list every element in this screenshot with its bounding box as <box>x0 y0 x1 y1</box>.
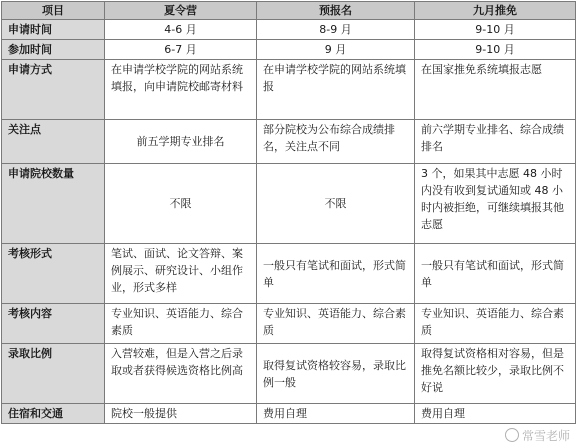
table-cell: 9-10 月 <box>415 20 576 40</box>
table-row <box>2 120 576 164</box>
watermark <box>505 427 570 444</box>
table-cell: 9 月 <box>257 40 415 60</box>
table-cell: 在申请学校学院的网站系统填报，向申请院校邮寄材料 <box>105 60 257 120</box>
header-summer-camp: 夏令营 <box>105 2 257 20</box>
row-label: 参加时间 <box>2 40 105 60</box>
header-september-recommendation: 九月推免 <box>415 2 576 20</box>
table-cell: 一般只有笔试和面试，形式简单 <box>257 244 415 304</box>
table-cell: 一般只有笔试和面试，形式简单 <box>415 244 576 304</box>
table-cell: 在申请学校学院的网站系统填报 <box>257 60 415 120</box>
table-cell: 院校一般提供 <box>105 404 257 424</box>
table-row <box>2 164 576 244</box>
row-label: 申请院校数量 <box>2 164 105 244</box>
table-row <box>2 344 576 404</box>
table-cell: 专业知识、英语能力、综合素质 <box>415 304 576 344</box>
table-cell: 取得复试资格相对容易，但是推免名额比较少，录取比例不好说 <box>415 344 576 404</box>
table-cell: 在国家推免系统填报志愿 <box>415 60 576 120</box>
table-cell: 费用自理 <box>415 404 576 424</box>
table-cell: 不限 <box>105 164 257 244</box>
header-row <box>2 2 576 20</box>
header-pre-registration: 预报名 <box>257 2 415 20</box>
table-cell: 部分院校为公布综合成绩排名，关注点不同 <box>257 120 415 164</box>
row-label: 申请方式 <box>2 60 105 120</box>
table-cell: 笔试、面试、论文答辩、案例展示、研究设计、小组作业，形式多样 <box>105 244 257 304</box>
wechat-icon <box>505 428 519 442</box>
table-cell: 前六学期专业排名、综合成绩排名 <box>415 120 576 164</box>
table-row <box>2 404 576 424</box>
row-label: 录取比例 <box>2 344 105 404</box>
table-cell: 9-10 月 <box>415 40 576 60</box>
table-row <box>2 20 576 40</box>
header-item: 项目 <box>2 2 105 20</box>
table-row <box>2 244 576 304</box>
comparison-table <box>1 1 576 424</box>
table-cell: 取得复试资格较容易，录取比例一般 <box>257 344 415 404</box>
table-cell: 专业知识、英语能力、综合素质 <box>257 304 415 344</box>
table-row <box>2 40 576 60</box>
table-cell: 费用自理 <box>257 404 415 424</box>
table-cell: 4-6 月 <box>105 20 257 40</box>
row-label: 考核内容 <box>2 304 105 344</box>
row-label: 住宿和交通 <box>2 404 105 424</box>
row-label: 申请时间 <box>2 20 105 40</box>
table-cell: 不限 <box>257 164 415 244</box>
table-cell: 6-7 月 <box>105 40 257 60</box>
table-cell: 专业知识、英语能力、综合素质 <box>105 304 257 344</box>
row-label: 关注点 <box>2 120 105 164</box>
table-cell: 3 个，如果其中志愿 48 小时内没有收到复试通知或 48 小时内被拒绝，可继续填报其他志愿 <box>415 164 576 244</box>
table-cell: 8-9 月 <box>257 20 415 40</box>
watermark-text: 常雪老师 <box>521 429 570 443</box>
table-cell: 前五学期专业排名 <box>105 120 257 164</box>
table-row <box>2 60 576 120</box>
table-cell: 入营较难，但是入营之后录取或者获得候选资格比例高 <box>105 344 257 404</box>
table-row <box>2 304 576 344</box>
row-label: 考核形式 <box>2 244 105 304</box>
